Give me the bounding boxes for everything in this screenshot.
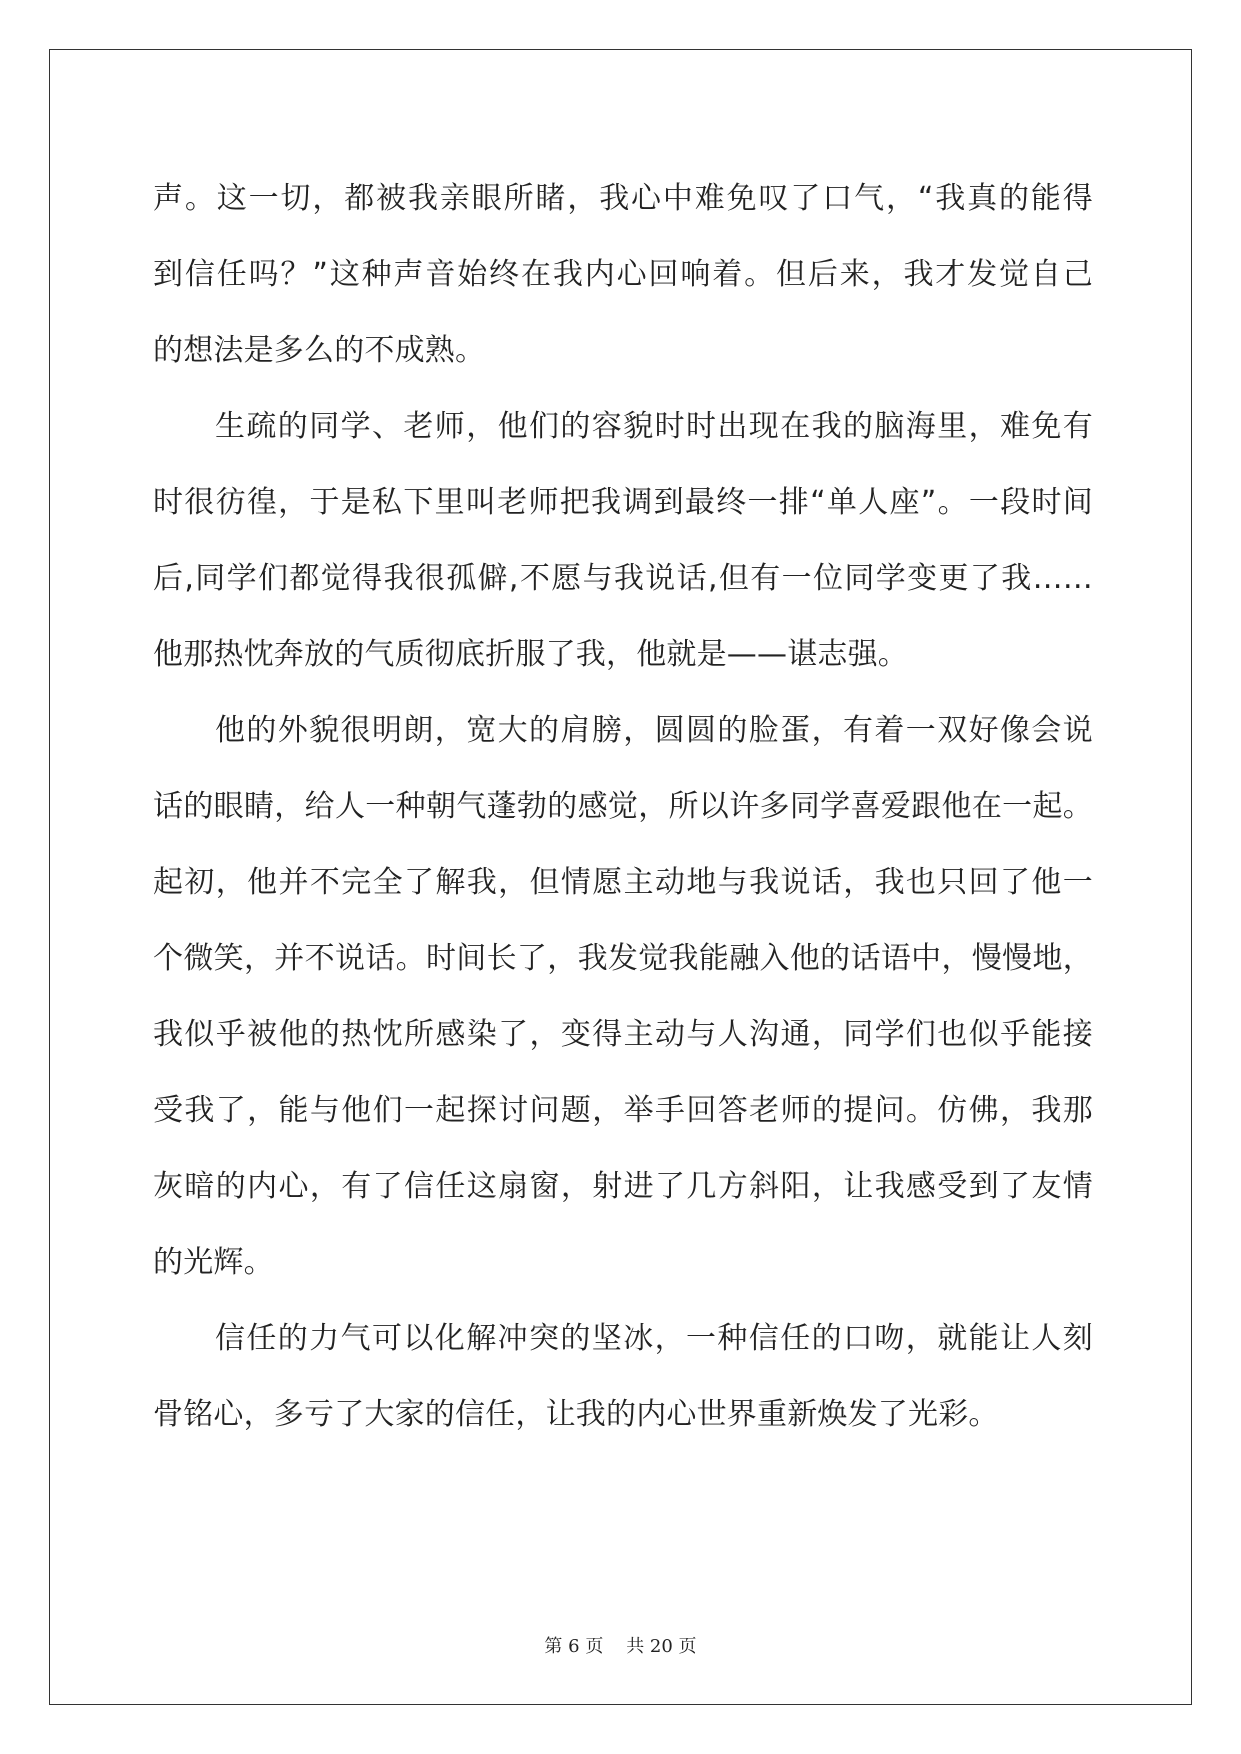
document-body bbox=[153, 161, 1093, 1453]
text-line: 受我了，能与他们一起探讨问题，举手回答老师的提问。仿佛，我那 bbox=[153, 1093, 1093, 1128]
text-line: 到信任吗？”这种声音始终在我内心回响着。但后来，我才发觉自己 bbox=[153, 257, 1093, 292]
text-line: 个微笑，并不说话。时间长了，我发觉我能融入他的话语中，慢慢地， bbox=[153, 941, 1093, 976]
text-line: 后,同学们都觉得我很孤僻,不愿与我说话,但有一位同学变更了我…… bbox=[153, 561, 1093, 596]
text-line: 骨铭心，多亏了大家的信任，让我的内心世界重新焕发了光彩。 bbox=[153, 1397, 999, 1432]
text-line: 他那热忱奔放的气质彻底折服了我，他就是——谌志强。 bbox=[153, 637, 908, 672]
text-line: 声。这一切，都被我亲眼所睹，我心中难免叹了口气，“我真的能得 bbox=[153, 181, 1093, 216]
paragraph-first-line: 信任的力气可以化解冲突的坚冰，一种信任的口吻，就能让人刻 bbox=[215, 1321, 1093, 1356]
text-line: 起初，他并不完全了解我，但情愿主动地与我说话，我也只回了他一 bbox=[153, 865, 1093, 900]
text-line: 时很彷徨，于是私下里叫老师把我调到最终一排“单人座”。一段时间 bbox=[153, 485, 1093, 520]
paragraph-first-line: 生疏的同学、老师，他们的容貌时时出现在我的脑海里，难免有 bbox=[215, 409, 1093, 444]
text-line: 话的眼睛，给人一种朝气蓬勃的感觉，所以许多同学喜爱跟他在一起。 bbox=[153, 789, 1093, 824]
text-line: 灰暗的内心，有了信任这扇窗，射进了几方斜阳，让我感受到了友情 bbox=[153, 1169, 1093, 1204]
text-line: 我似乎被他的热忱所感染了，变得主动与人沟通，同学们也似乎能接 bbox=[153, 1017, 1093, 1052]
page-number-footer: 第 6 页 共 20 页 bbox=[544, 1636, 697, 1657]
paragraph-first-line: 他的外貌很明朗，宽大的肩膀，圆圆的脸蛋，有着一双好像会说 bbox=[215, 713, 1093, 748]
text-line: 的光辉。 bbox=[153, 1245, 274, 1280]
text-line: 的想法是多么的不成熟。 bbox=[153, 333, 486, 368]
